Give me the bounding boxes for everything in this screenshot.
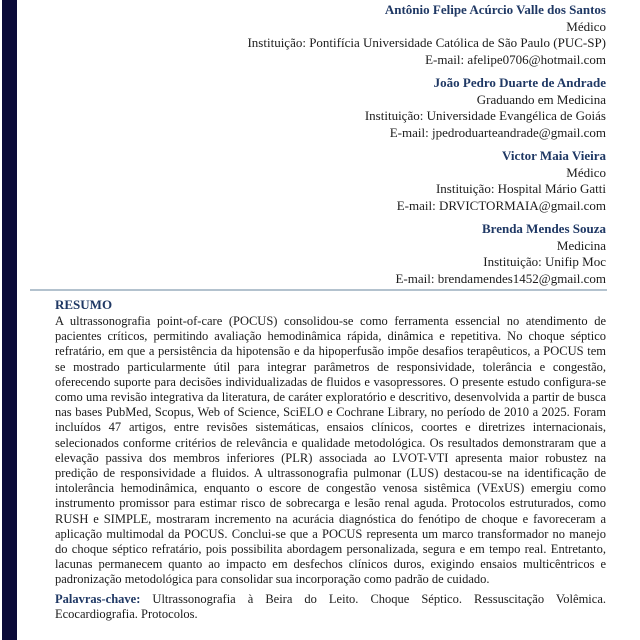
keywords-clipped-line: Ecocardiografia. Protocolos. [55, 607, 198, 622]
author-role: Graduando em Medicina [476, 91, 606, 107]
keywords-paragraph [55, 592, 606, 623]
abstract-heading: RESUMO [55, 297, 113, 312]
author-role: Médico [566, 18, 606, 34]
author-institution: Instituição: Pontifícia Universidade Católica de São Paulo (PUC-SP) [247, 35, 606, 50]
author-institution: Instituição: Unifip Moc [483, 254, 606, 269]
keywords-label: Palavras-chave: [55, 591, 141, 606]
author-list [55, 2, 606, 294]
author-block [55, 221, 606, 287]
author-role: Médico [566, 164, 606, 180]
author-role: Medicina [556, 237, 606, 253]
author-email: E-mail: jpedroduarteandrade@gmail.com [389, 124, 606, 140]
abstract-section [55, 297, 606, 622]
author-institution: Instituição: Hospital Mário Gatti [435, 181, 606, 196]
author-email: E-mail: brendamendes1452@gmail.com [395, 270, 606, 286]
author-block [55, 2, 606, 68]
author-name: Antônio Felipe Acúrcio Valle dos Santos [384, 2, 606, 17]
author-block [55, 148, 606, 214]
abstract-body: A ultrassonografia point-of-care (POCUS) consolidou-se como ferramenta essencial no atendimento de pacientes críticos, permitindo avaliação hemodinâmica rápida, dinâmica e repetitiva. No choque séptico refratário, em que a persistência da hipotensão e da hipoperfusão impõe desafios terapêuticos, a POCUS tem se mostrado particularmente útil para integrar parâmetros de responsividade, tolerância e congestão, oferecendo suporte para decisões individualizadas de fluidos e vasopressores. O presente estudo configura-se como uma revisão integrativa da literatura, de caráter exploratório e descritivo, desenvolvida a partir de busca nas bases PubMed, Scopus, Web of Science, SciELO e Cochrane Library, no período de 2010 a 2025. Foram incluídos 47 artigos, entre revisões sistemáticas, ensaios clínicos, coortes e diretrizes internacionais, selecionados conforme critérios de relevância e qualidade metodológica. Os resultados demonstraram que a elevação passiva dos membros inferiores (PLR) associada ao LVOT-VTI apresenta maior robustez na predição de responsividade a fluidos. A ultrassonografia pulmonar (LUS) destacou-se na identificação de intolerância hemodinâmica, enquanto o escore de congestão venosa sistêmica (VExUS) emergiu como instrumento promissor para estimar risco de sobrecarga e lesão renal aguda. Protocolos estruturados, como RUSH e SIMPLE, mostraram incremento na acurácia diagnóstica do fenótipo de choque e favoreceram a aplicação multimodal da POCUS. Conclui-se que a POCUS representa um marco transformador no manejo do choque séptico refratário, pois possibilita abordagem personalizada, segura e em tempo real. Entretanto, lacunas permanecem quanto ao impacto em desfechos clínicos duros, exigindo ensaios multicêntricos e padronização metodológica para consolidar sua incorporação como padrão de cuidado. [55, 314, 606, 587]
author-name: João Pedro Duarte de Andrade [433, 75, 606, 90]
author-institution: Instituição: Universidade Evangélica de Goiás [364, 108, 606, 123]
keywords-text: Ultrassonografia à Beira do Leito. Choque Séptico. Ressuscitação Volêmica. [140, 591, 606, 606]
left-accent-bar [2, 0, 17, 640]
section-divider [30, 289, 607, 291]
author-name: Victor Maia Vieira [502, 148, 606, 163]
author-email: E-mail: DRVICTORMAIA@gmail.com [396, 197, 606, 213]
author-block [55, 75, 606, 141]
author-name: Brenda Mendes Souza [482, 221, 606, 236]
author-email: E-mail: afelipe0706@hotmail.com [425, 51, 606, 67]
